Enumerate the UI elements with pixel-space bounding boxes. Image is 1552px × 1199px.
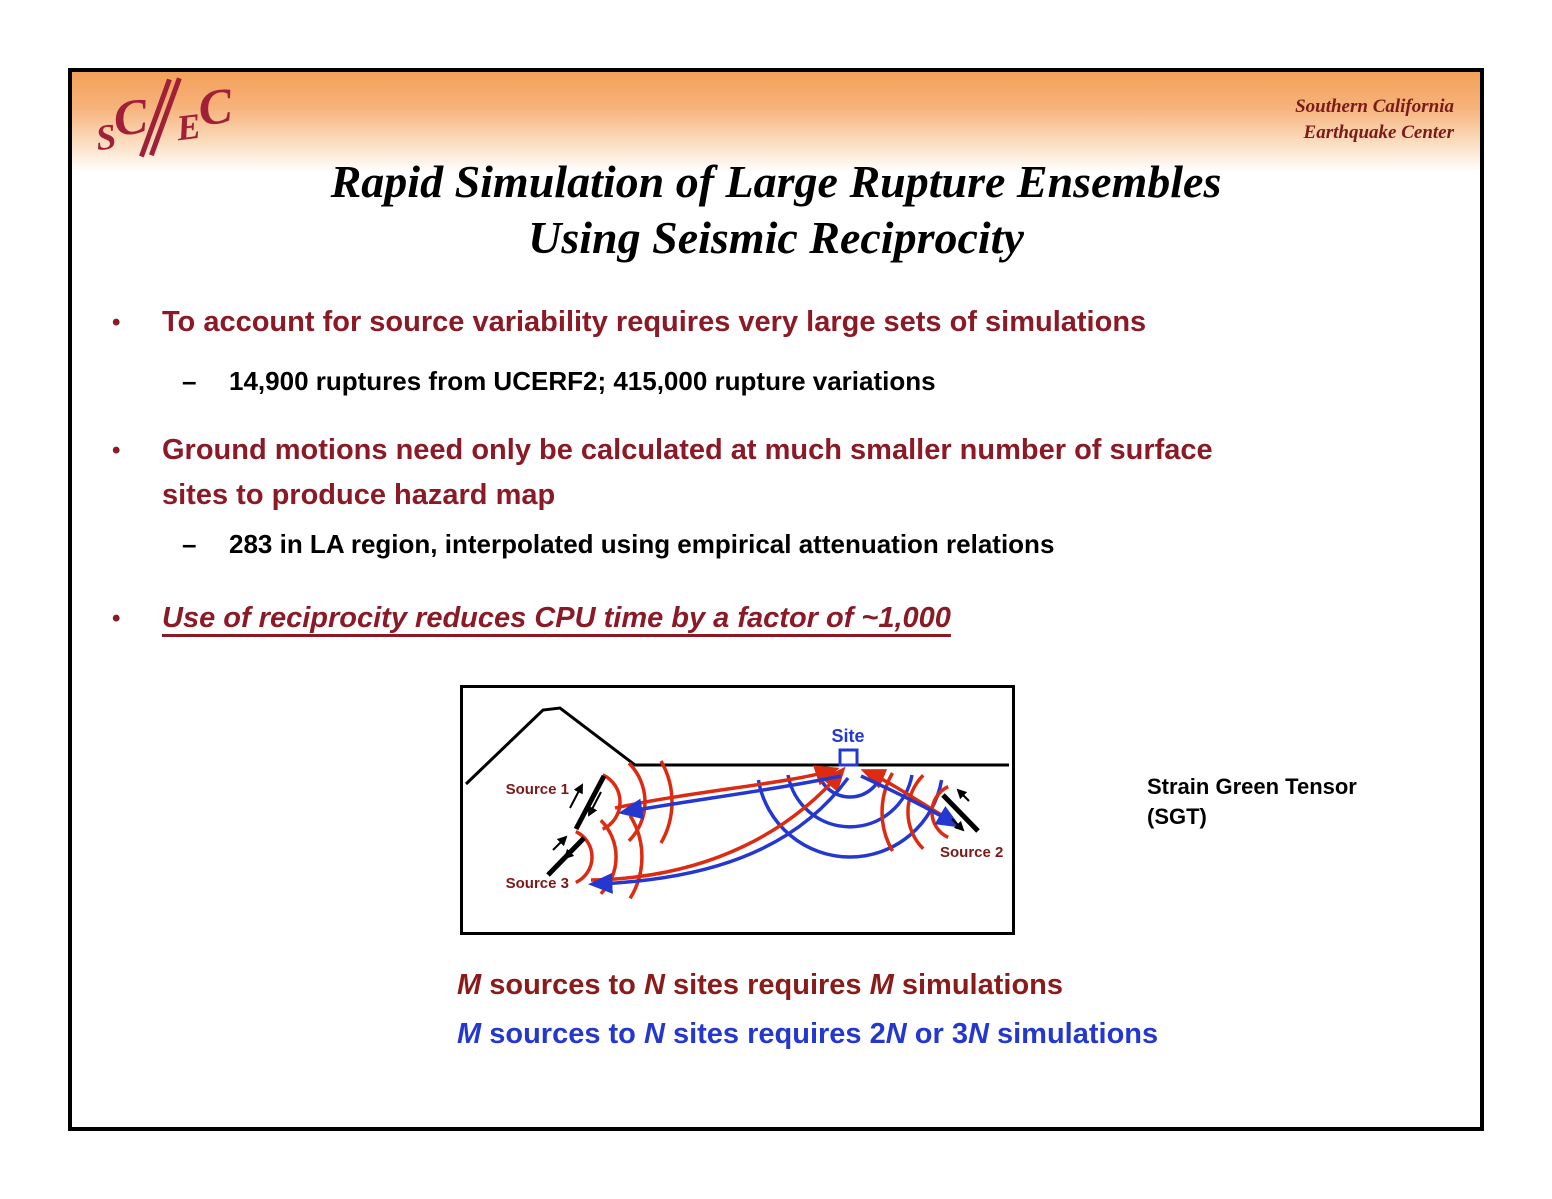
logo-letter-c2: C	[195, 76, 236, 137]
sub-bullet-text: 283 in LA region, interpolated using empirical attenuation relations	[229, 529, 1055, 559]
org-name	[1295, 94, 1454, 145]
bullet-text: To account for source variability requires very large sets of simulations	[162, 306, 1147, 338]
forward-ray-paths-red	[591, 770, 950, 880]
bullet-text	[162, 428, 1448, 518]
sgt-line-1: Strain Green Tensor	[1147, 774, 1357, 799]
source2-label: Source 2	[940, 844, 1004, 861]
dash-marker: –	[182, 366, 197, 396]
dash-marker: –	[182, 529, 197, 559]
site-wavefront-arcs	[758, 770, 941, 857]
reciprocity-diagram	[460, 685, 1015, 935]
conclusion-forward: M sources to N sites requires M simulations	[457, 969, 1063, 1001]
fault-source1	[576, 776, 604, 829]
bullet-item-2	[112, 428, 1448, 518]
site-marker	[840, 750, 857, 765]
bullet-dot: •	[112, 605, 121, 632]
sub-bullet-text: 14,900 ruptures from UCERF2; 415,000 rupture variations	[229, 366, 936, 396]
sub-bullet-item-1	[182, 364, 936, 398]
bullet-item-3	[112, 596, 1448, 641]
source3-wavefront-arcs	[576, 816, 642, 899]
slide	[68, 68, 1484, 1131]
conclusion-reciprocal: M sources to N sites requires 2N or 3N simulations	[457, 1018, 1159, 1050]
reciprocity-diagram-svg	[463, 688, 1012, 932]
site-label: Site	[831, 726, 865, 746]
title-line-1: Rapid Simulation of Large Rupture Ensembles	[330, 156, 1222, 207]
bullet-item-1	[112, 300, 1448, 345]
sgt-line-2: (SGT)	[1147, 803, 1207, 829]
bullet-text-line-2: sites to produce hazard map	[162, 479, 556, 511]
logo-letter-c1: C	[110, 87, 151, 147]
slide-title	[72, 154, 1480, 266]
sgt-annotation	[1147, 772, 1407, 831]
source1-label: Source 1	[505, 781, 569, 798]
title-line-2: Using Seismic Reciprocity	[528, 212, 1024, 263]
bullet-dot: •	[112, 309, 121, 336]
source3-label: Source 3	[505, 875, 569, 892]
fault-source2	[943, 795, 978, 831]
bullet-text-line-1: Ground motions need only be calculated at much smaller number of surface	[162, 434, 1213, 466]
bullet-text-emphasized: Use of reciprocity reduces CPU time by a factor of ~1,000	[162, 602, 951, 634]
bullet-dot: •	[112, 437, 121, 464]
sub-bullet-item-2	[182, 527, 1054, 561]
surface-profile	[466, 708, 1009, 784]
logo-letter-e: E	[174, 105, 204, 149]
org-line-1: Southern California	[1295, 96, 1454, 117]
fault-slash-icon	[143, 81, 180, 156]
org-line-2: Earthquake Center	[1303, 121, 1454, 143]
logo-letter-s: S	[93, 116, 119, 159]
